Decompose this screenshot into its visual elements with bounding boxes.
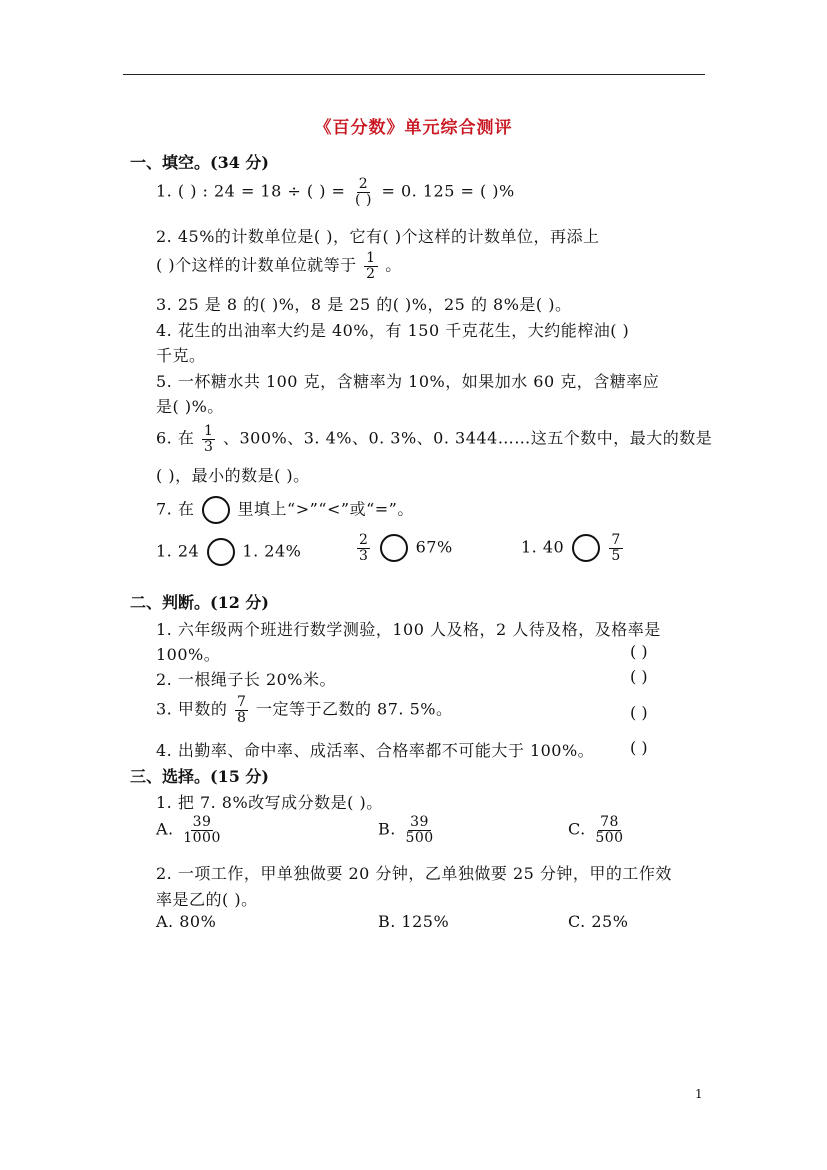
question-1-6-line1: 6. 在 $\frac{1}{3}$ 、300%、3. 4%、0. 3%、0. 3444……这五个数中，最大的数是 [156,423,713,455]
blank-circle[interactable] [207,538,235,566]
question-3-1: 1. 把 7. 8%改写成分数是( )。 [156,793,383,812]
page-number: 1 [695,1087,703,1101]
fraction: $\frac{1}{3}$ [203,423,214,455]
fraction: $\frac{7}{5}$ [611,532,621,564]
option-3-1-b[interactable]: B. $\frac{39}{500}$ [378,814,434,846]
fraction: $\frac{39}{500}$ [405,814,434,846]
answer-paren[interactable]: ( ) [630,667,648,686]
question-1-2-line1: 2. 45%的计数单位是( )，它有( )个这样的计数单位，再添上 [156,227,600,246]
question-3-2-line2: 率是乙的( )。 [156,890,258,909]
compare-item-3: 1. 40 $\frac{7}{5}$ [521,532,621,564]
section-2-heading: 二、判断。(12 分) [130,593,269,612]
fraction: $\frac{2}{( )}$ [355,176,372,208]
question-3-2-line1: 2. 一项工作，甲单独做要 20 分钟，乙单独做要 25 分钟，甲的工作效 [156,864,672,883]
question-1-4-line1: 4. 花生的出油率大约是 40%，有 150 千克花生，大约能榨油( ) [156,321,630,340]
question-1-1: 1. ( ) : 24 = 18 ÷ ( ) = $\frac{2}{( )}$ = 0. 125 = ( )% [156,176,515,208]
section-1-heading: 一、填空。(34 分) [130,153,269,172]
blank-circle[interactable] [572,534,600,562]
option-3-2-c[interactable]: C. 25% [568,912,629,931]
question-1-4-line2: 千克。 [156,346,206,365]
question-1-3: 3. 25 是 8 的( )%，8 是 25 的( )%，25 的 8%是( )。 [156,295,572,314]
question-2-4: 4. 出勤率、命中率、成活率、合格率都不可能大于 100%。 [156,741,595,760]
option-3-2-a[interactable]: A. 80% [156,912,217,931]
option-3-1-c[interactable]: C. $\frac{78}{500}$ [568,814,624,846]
question-1-7: 7. 在 里填上“>”“<”或“=”。 [156,496,414,524]
question-2-3: 3. 甲数的 $\frac{7}{8}$ 一定等于乙数的 87. 5%。 [156,694,453,726]
blank-circle[interactable] [202,496,230,524]
blank-circle[interactable] [380,534,408,562]
question-1-5-line1: 5. 一杯糖水共 100 克，含糖率为 10%，如果加水 60 克，含糖率应 [156,372,660,391]
question-2-2: 2. 一根绳子长 20%米。 [156,670,337,689]
question-2-1-line1: 1. 六年级两个班进行数学测验，100 人及格，2 人待及格，及格率是 [156,620,661,639]
answer-paren[interactable]: ( ) [630,738,648,757]
question-2-1-line2: 100%。 [156,645,221,664]
question-1-2-line2: ( )个这样的计数单位就等于 $\frac{1}{2}$ 。 [156,250,402,282]
fraction: $\frac{39}{1000}$ [183,814,221,846]
compare-item-1: 1. 24 1. 24% [156,538,301,566]
question-1-6-line2: ( )，最小的数是( )。 [156,466,310,485]
fraction: $\frac{78}{500}$ [595,814,624,846]
section-3-heading: 三、选择。(15 分) [130,767,269,786]
fraction: $\frac{2}{3}$ [359,532,369,564]
question-1-5-line2: 是( )%。 [156,397,224,416]
page-title: 《百分数》单元综合测评 [314,118,513,138]
answer-paren[interactable]: ( ) [630,703,648,722]
fraction: $\frac{1}{2}$ [366,250,376,282]
option-3-2-b[interactable]: B. 125% [378,912,450,931]
fraction: $\frac{7}{8}$ [236,694,247,726]
answer-paren[interactable]: ( ) [630,642,648,661]
option-3-1-a[interactable]: A. $\frac{39}{1000}$ [156,814,221,846]
header-rule [123,74,705,75]
compare-item-2: $\frac{2}{3}$ 67% [359,532,453,564]
